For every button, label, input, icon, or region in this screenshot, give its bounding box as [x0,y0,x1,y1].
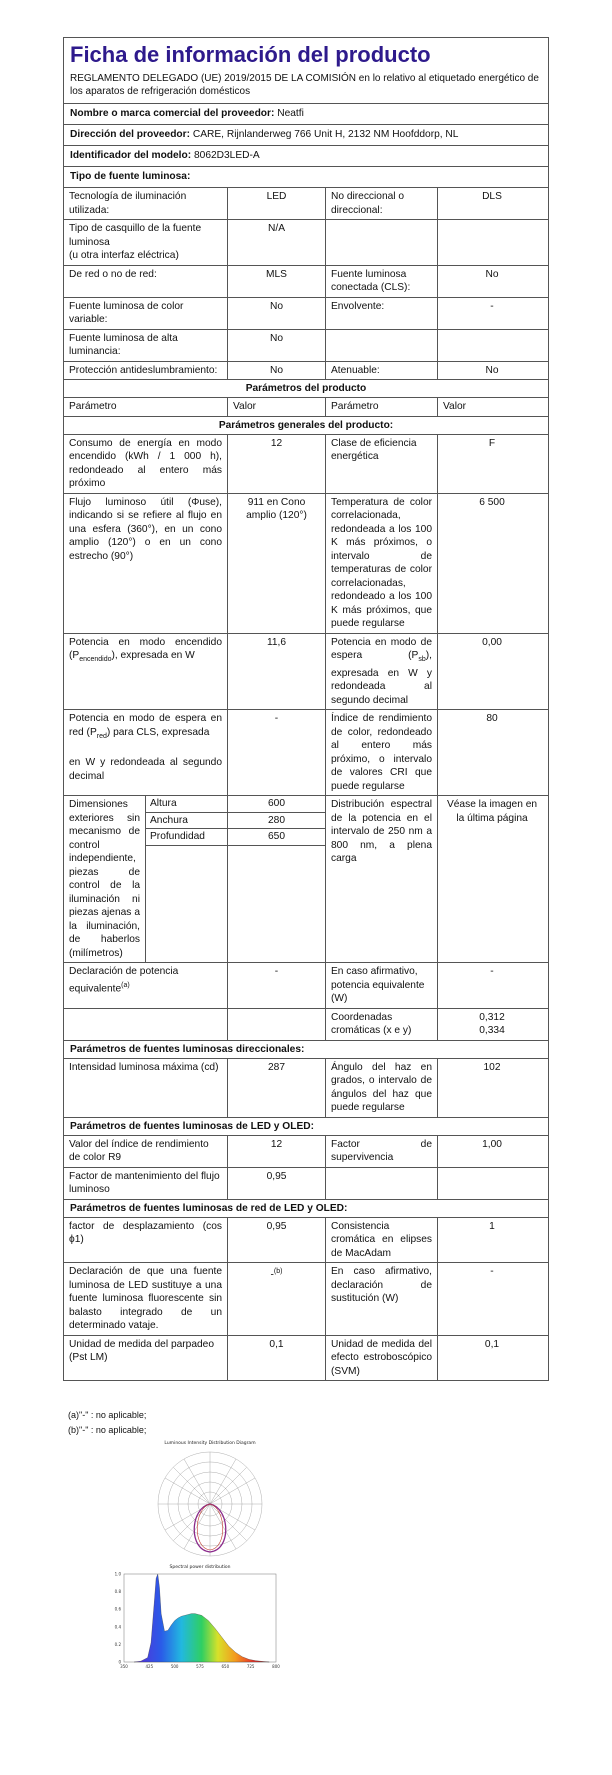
supplier-row [64,103,548,124]
source-type-heading [64,166,548,187]
y-tick-label: 0.8 [114,1589,121,1595]
y-tick-label: 1.0 [114,1571,121,1577]
cell-value: No [228,330,326,361]
model-row [64,145,548,166]
dimensions-values [228,796,326,962]
footnote-ref: (b) [273,1268,283,1276]
cell-value: DLS [482,191,502,202]
cap-type-label-note: (u otra interfaz eléctrica) [69,250,179,261]
cell-label: En caso afirmativo, declaración de sustitución (W) [326,1263,438,1335]
cell-value: N/A [228,220,326,265]
cell-label: Envolvente: [326,298,438,329]
column-header-value: Valor [443,401,467,412]
cell-value [438,220,546,265]
supplier-label: Nombre o marca comercial del proveedor: [70,108,275,119]
cell-label: En caso afirmativo, potencia equivalente (W) [326,963,438,1008]
chroma-y: 0,334 [479,1025,505,1037]
page-title: Ficha de información del producto [70,42,431,67]
cell-label: Clase de eficiencia energética [326,435,438,493]
label-part: en W y redondeada al segundo decimal [69,757,222,782]
regulation-subtitle: REGLAMENTO DELEGADO (UE) 2019/2015 DE LA COMISIÓN en lo relativo al etiquetado energético de los aparatos de refrigeración domésticos [70,73,539,97]
spectrum-area [134,1574,269,1662]
cell-label: Ángulo del haz en grados, o intervalo de ángulos del haz que puede regularse [326,1059,438,1117]
table-row-dimensions [64,795,548,962]
cell-value: 6 500 [479,496,505,508]
y-tick-label: 0 [118,1659,121,1665]
depth-label: Profundidad [146,829,227,846]
cell-label [64,710,228,795]
column-header-value: Valor [228,398,326,416]
label-part: Potencia en modo encendido (P [69,636,222,661]
width-value: 280 [228,813,325,830]
label-part: Declaración de potencia equivalente [69,966,179,994]
dimensions-cell [64,796,228,962]
cell-empty [64,1009,228,1040]
height-label: Altura [146,796,227,813]
model-label: Identificador del modelo: [70,150,192,161]
table-header-row [64,397,548,416]
chroma-x: 0,312 [479,1011,505,1023]
cell-value: 80 [486,713,498,725]
x-tick-label: 575 [196,1664,204,1669]
cell-label [326,330,438,361]
cell-value [228,1263,326,1335]
table-row [64,361,548,380]
cell-label: Protección antideslumbramiento: [64,362,228,380]
cell-label: Factor de mantenimiento del flujo luminoso [64,1168,228,1199]
x-tick-label: 500 [170,1664,179,1669]
table-row [64,1217,548,1263]
cell-value: - [490,1266,494,1278]
cell-label: No direccional o direccional: [326,188,438,219]
dimensions-sublabels [146,796,227,962]
cell-value: 11,6 [228,634,326,710]
cell-label [326,634,438,710]
address-row [64,124,548,145]
depth-value: 650 [228,829,325,846]
cell-label: Intensidad luminosa máxima (cd) [64,1059,228,1117]
cell-label: Temperatura de color correlacionada, redondeada a los 100 K más próximos, o intervalo de temperaturas de color correlacionadas, redondeado a los 100 K más próximos, que puede regularse [326,494,438,633]
cell-value: - [490,966,494,978]
footnote-a: (a)"-" : no aplicable; [68,1410,147,1420]
cell-label: Distribución espectral de la potencia en el intervalo de 250 nm a 800 nm, a plena carga [326,796,438,962]
x-tick-label: 725 [246,1664,255,1669]
table-row [64,1135,548,1167]
model-value: 8062D3LED-A [193,150,260,161]
x-tick-label: 800 [272,1664,280,1669]
cell-value: 0,1 [484,1338,500,1350]
polar-title: Luminous Intensity Distribution Diagram [164,1441,256,1446]
source-type-heading-text: Tipo de fuente luminosa: [70,171,191,182]
table-row [64,633,548,710]
cell-label: Declaración de que una fuente luminosa de LED sustituye a una fuente luminosa fluorescente sin balasto integrado de un determinado vataje. [64,1263,228,1335]
label-part: ) para CLS, expresada [106,726,210,738]
cell-label: Fuente luminosa de color variable: [64,298,228,329]
cell-value: No [485,268,499,280]
cell-label: Flujo luminoso útil (Φuse), indicando si se refiere al flujo en una esfera (360°), en un cono amplio (120°) o en un cono estrecho (90°) [64,494,228,633]
label-subscript: red [96,732,107,740]
table-row [64,962,548,1008]
spectral-power-chart [104,1562,280,1674]
address-value: CARE, Rijnlanderweg 766 Unit H, 2132 NM Hoofddorp, NL [192,129,459,140]
cell-value: Véase la imagen en la última página [446,799,538,824]
cell-label: De red o no de red: [64,266,228,297]
table-row [64,1058,548,1117]
cell-value: 0,95 [228,1168,326,1199]
label-part: Potencia en modo de espera en red (P [69,713,222,738]
cell-label [64,963,228,1008]
cell-value: - [228,710,326,795]
table-row [64,1167,548,1199]
y-axis [115,1572,122,1665]
cell-value: No [485,364,499,376]
cell-value: 12 [228,435,326,493]
cell-label: Consistencia cromática en elipses de MacAdam [326,1218,438,1263]
cell-value: No [228,298,326,329]
x-tick-label: 425 [145,1664,154,1669]
cell-label: Valor del índice de rendimiento de color R9 [64,1136,228,1167]
cell-value: 287 [228,1059,326,1117]
label-subscript: sb [418,656,426,664]
cell-label: Consumo de energía en modo encendido (kWh / 1 000 h), redondeado al entero más próximo [64,435,228,493]
cell-value: 0,1 [228,1336,326,1381]
cell-label: Fuente luminosa conectada (CLS): [326,266,438,297]
cell-label: Unidad de medida del efecto estroboscópico (SVM) [326,1336,438,1381]
table-row [64,187,548,219]
spectrum-title: Spectral power distribution [169,1565,231,1570]
height-value: 600 [228,796,325,813]
label-part: ), expresada en W [111,650,195,661]
cell-value [438,330,546,361]
cell-value [438,1009,546,1040]
cell-value: 12 [228,1136,326,1167]
label-subscript: encendido [79,656,112,664]
table-row [64,493,548,633]
cell-value: 0,00 [482,636,502,648]
cell-label [64,220,228,265]
table-row [64,297,548,329]
cell-value: 0,95 [228,1218,326,1263]
dimensions-label: Dimensiones exteriores sin mecanismo de control independiente, piezas de control de la iluminación ni piezas ajenas a la iluminación, de haberlos (milímetros) [64,796,146,962]
footnote-ref: (a) [121,981,130,989]
cell-value: 102 [483,1061,501,1073]
column-header-param: Parámetro [64,398,228,416]
supplier-value: Neatfi [277,108,304,119]
cell-empty [228,1009,326,1040]
cell-label [326,220,438,265]
table-row [64,1008,548,1040]
product-info-sheet [63,37,549,1381]
cell-label: Coordenadas cromáticas (x e y) [326,1009,438,1040]
y-tick-label: 0.6 [114,1606,121,1612]
x-tick-label: 650 [221,1664,230,1669]
luminous-intensity-diagram [140,1438,280,1562]
cell-value: 911 en Cono amplio (120°) [228,494,326,633]
cell-label: Atenuable: [326,362,438,380]
cell-empty [326,1168,438,1199]
column-header-param: Parámetro [326,398,438,416]
table-row [64,1335,548,1381]
table-row [64,265,548,297]
cell-value: LED [228,188,326,219]
replace-value: - [270,1269,274,1281]
cell-label [64,634,228,710]
x-axis [120,1664,280,1669]
y-tick-label: 0.4 [114,1624,121,1630]
product-params-heading: Parámetros del producto [64,379,548,397]
table-row [64,329,548,361]
cell-value: - [228,963,326,1008]
width-label: Anchura [146,813,227,830]
cell-value: No [228,362,326,380]
general-params-heading: Parámetros generales del producto: [64,416,548,434]
led-oled-heading: Parámetros de fuentes luminosas de LED y OLED: [64,1117,548,1135]
cell-label: Fuente luminosa de alta luminancia: [64,330,228,361]
cap-type-label: Tipo de casquillo de la fuente luminosa [69,223,202,248]
cell-label: Tecnología de iluminación utilizada: [64,188,228,219]
footnotes [68,1408,146,1438]
directional-heading: Parámetros de fuentes luminosas direccionales: [64,1040,548,1058]
table-row [64,434,548,493]
cell-label: factor de desplazamiento (cos ϕ1) [64,1218,228,1263]
cell-label: Índice de rendimiento de color, redondeado al entero más próximo, o intervalo de valores CRI que puede regularse [326,710,438,795]
cell-empty [438,1168,546,1199]
x-tick-label: 350 [120,1664,128,1669]
cell-value: F [488,437,496,449]
led-mains-heading: Parámetros de fuentes luminosas de red de LED y OLED: [64,1199,548,1217]
cell-label: Unidad de medida del parpadeo (Pst LM) [64,1336,228,1381]
table-row [64,219,548,265]
y-tick-label: 0.2 [114,1641,121,1647]
footnote-b: (b)"-" : no aplicable; [68,1425,147,1435]
table-row [64,709,548,795]
label-part: Potencia en modo de espera (P [331,636,432,661]
cell-label: Factor de supervivencia [326,1136,438,1167]
cell-value: MLS [228,266,326,297]
label-part: ), expresada en W y redondeada al segundo decimal [331,650,432,706]
address-label: Dirección del proveedor: [70,129,191,140]
cell-value: - [490,300,494,312]
table-row [64,1262,548,1335]
cell-value: 1 [489,1220,495,1232]
cell-value: 1,00 [482,1138,502,1150]
